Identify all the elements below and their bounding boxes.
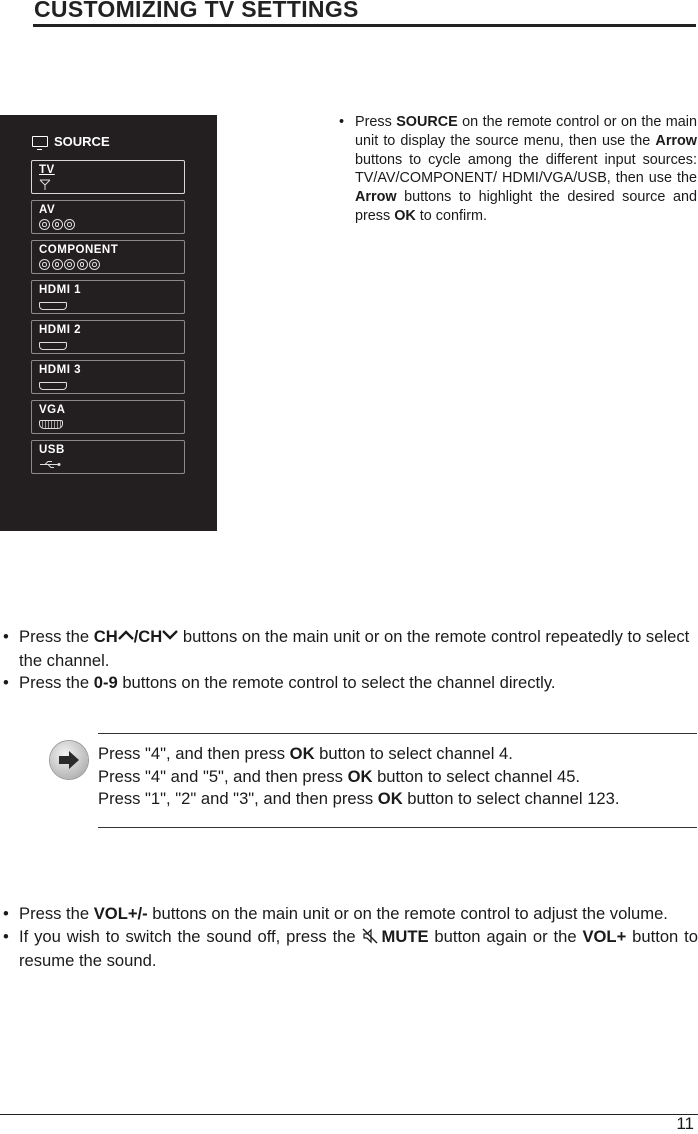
hdmi-icon [39, 378, 67, 391]
tip-rule-top [98, 733, 697, 734]
source-item-label: USB [39, 444, 65, 456]
tip-rule-bottom [98, 827, 697, 828]
source-item-label: HDMI 3 [39, 364, 81, 376]
hdmi-icon [39, 298, 67, 311]
list-item: • Press the CH /CH buttons on the main unit or on the remote control repeatedly to select the channel. [3, 627, 690, 670]
source-item-label: TV [39, 164, 55, 176]
source-list [31, 160, 185, 480]
tip-line: Press "1", "2" and "3", and then press OK button to select channel 123. [98, 789, 620, 808]
chevron-down-icon [162, 629, 178, 643]
tip-text [98, 743, 619, 811]
tip-line: Press "4", and then press OK button to select channel 4. [98, 744, 513, 763]
source-menu-title-label: SOURCE [54, 133, 110, 149]
antenna-icon [39, 178, 51, 191]
vga-icon [39, 418, 63, 431]
source-item-label: COMPONENT [39, 244, 119, 256]
chevron-up-icon [118, 629, 134, 643]
source-instruction-text: Press SOURCE on the remote control or on the main unit to display the source menu, then use the Arrow buttons to cycle among the different input sources: TV/AV/COMPONENT/ HDMI/VGA/USB, then use the Arrow buttons to highlight the desired source and press OK to confirm. [355, 114, 697, 224]
rca-5-icon [39, 258, 102, 271]
page-number: 11 [676, 1114, 694, 1133]
list-item: • Press the 0-9 buttons on the remote control to select the channel directly. [3, 673, 556, 692]
tip-line: Press "4" and "5", and then press OK button to select channel 45. [98, 766, 581, 786]
source-item-usb[interactable] [31, 440, 185, 474]
source-item-tv[interactable] [31, 160, 185, 194]
footer-rule [0, 1114, 698, 1115]
source-item-label: VGA [39, 404, 66, 416]
source-item-vga[interactable] [31, 400, 185, 434]
mute-icon [362, 928, 378, 951]
tv-icon [32, 136, 48, 147]
usb-icon [39, 458, 61, 471]
bullet: • [339, 114, 345, 130]
channel-instructions [0, 626, 698, 695]
source-item-label: HDMI 2 [39, 324, 81, 336]
list-item: • Press the VOL+/- buttons on the main unit or on the remote control to adjust the volume. [3, 904, 668, 923]
hdmi-icon [39, 338, 67, 351]
source-menu-title [32, 132, 110, 150]
source-instruction [339, 113, 697, 226]
arrow-right-icon [50, 741, 88, 779]
source-item-av[interactable] [31, 200, 185, 234]
page-title: CUSTOMIZING TV SETTINGS [34, 0, 359, 22]
header-rule [33, 24, 696, 27]
source-item-component[interactable] [31, 240, 185, 274]
list-item: • If you wish to switch the sound off, press the MUTE button again or the VOL+ button to resume the sound. [3, 926, 698, 970]
source-item-hdmi1[interactable] [31, 280, 185, 314]
rca-3-icon [39, 218, 77, 231]
source-item-hdmi3[interactable] [31, 360, 185, 394]
source-item-label: HDMI 1 [39, 284, 81, 296]
source-item-hdmi2[interactable] [31, 320, 185, 354]
source-item-label: AV [39, 204, 56, 216]
volume-instructions [0, 903, 698, 973]
source-menu-panel [0, 115, 217, 531]
